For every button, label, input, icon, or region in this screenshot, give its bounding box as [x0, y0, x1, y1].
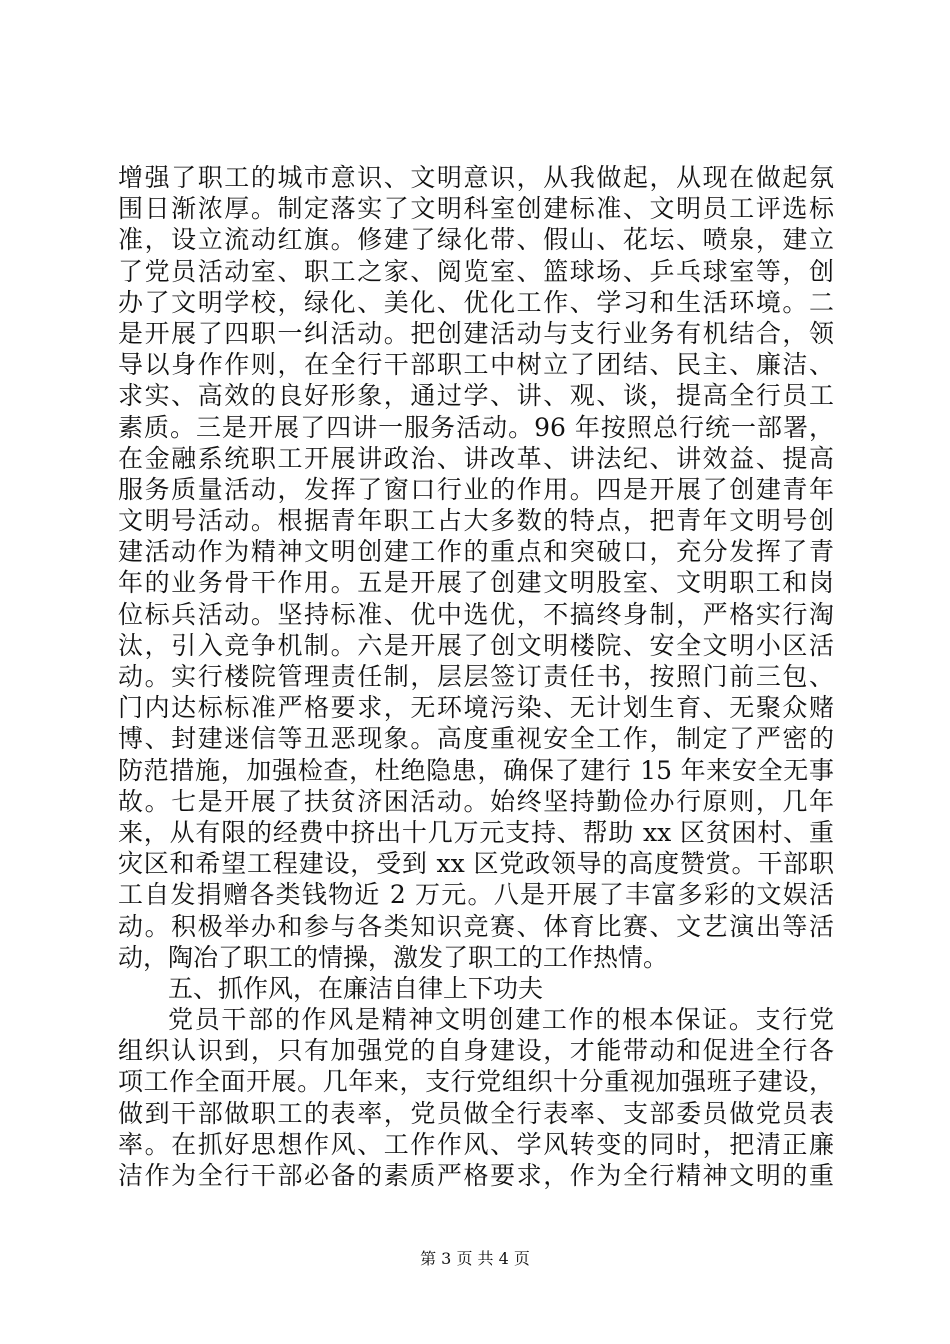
- text-line: 动。积极举办和参与各类知识竞赛、体育比赛、文艺演出等活: [118, 911, 834, 941]
- text-line: 增强了职工的城市意识、文明意识，从我做起，从现在做起氛: [118, 163, 834, 192]
- text-line: 门内达标标准严格要求，无环境污染、无计划生育、无聚众赌: [118, 693, 834, 723]
- text-line: 文明号活动。根据青年职工占大多数的特点，把青年文明号创: [118, 506, 834, 536]
- page-number-footer: 第 3 页 共 4 页: [420, 1249, 530, 1268]
- text-line: 导以身作作则，在全行干部职工中树立了团结、民主、廉洁、: [118, 350, 834, 380]
- paragraph-line: 组织认识到，只有加强党的自身建设，才能带动和促进全行各: [118, 1036, 834, 1066]
- text-line: 求实、高效的良好形象，通过学、讲、观、谈，提高全行员工: [118, 381, 834, 411]
- text-line: 素质。三是开展了四讲一服务活动。96 年按照总行统一部署，: [118, 412, 834, 442]
- text-line: 服务质量活动，发挥了窗口行业的作用。四是开展了创建青年: [118, 474, 834, 504]
- section-heading: 五、抓作风，在廉洁自律上下功夫: [168, 973, 544, 1003]
- text-line: 防范措施，加强检查，杜绝隐患，确保了建行 15 年来安全无事: [118, 755, 834, 785]
- paragraph-line: 率。在抓好思想作风、工作作风、学风转变的同时，把清正廉: [118, 1129, 834, 1159]
- text-line: 动。实行楼院管理责任制，层层签订责任书，按照门前三包、: [118, 662, 834, 691]
- text-line: 动，陶冶了职工的情操，激发了职工的工作热情。: [118, 942, 669, 972]
- document-body: [118, 162, 834, 1191]
- text-line: 位标兵活动。坚持标准、优中选优，不搞终身制，严格实行淘: [118, 599, 834, 629]
- text-line: 工自发捐赠各类钱物近 2 万元。八是开展了丰富多彩的文娱活: [118, 880, 834, 910]
- text-line: 年的业务骨干作用。五是开展了创建文明股室、文明职工和岗: [118, 568, 834, 598]
- text-line: 故。七是开展了扶贫济困活动。始终坚持勤俭办行原则，几年: [118, 786, 834, 816]
- text-line: 了党员活动室、职工之家、阅览室、篮球场、乒乓球室等，创: [118, 256, 834, 286]
- paragraph-line: 洁作为全行干部必备的素质严格要求，作为全行精神文明的重: [118, 1161, 834, 1190]
- text-line: 汰，引入竞争机制。六是开展了创文明楼院、安全文明小区活: [118, 630, 834, 660]
- text-line: 博、封建迷信等丑恶现象。高度重视安全工作，制定了严密的: [118, 724, 834, 754]
- text-line: 准，设立流动红旗。修建了绿化带、假山、花坛、喷泉，建立: [118, 225, 834, 255]
- text-line: 在金融系统职工开展讲政治、讲改革、讲法纪、讲效益、提高: [118, 443, 834, 473]
- paragraph-line: 做到干部做职工的表率，党员做全行表率、支部委员做党员表: [118, 1098, 834, 1128]
- text-line: 办了文明学校，绿化、美化、优化工作、学习和生活环境。二: [118, 287, 834, 317]
- text-line: 建活动作为精神文明创建工作的重点和突破口，充分发挥了青: [118, 537, 834, 567]
- text-line: 来，从有限的经费中挤出十几万元支持、帮助 xx 区贫困村、重: [118, 817, 834, 847]
- paragraph-line: 党员干部的作风是精神文明创建工作的根本保证。支行党: [168, 1005, 834, 1035]
- paragraph-line: 项工作全面开展。几年来，支行党组织十分重视加强班子建设，: [118, 1067, 834, 1097]
- text-line: 灾区和希望工程建设，受到 xx 区党政领导的高度赞赏。干部职: [118, 849, 834, 879]
- text-line: 围日渐浓厚。制定落实了文明科室创建标准、文明员工评选标: [118, 194, 834, 224]
- text-line: 是开展了四职一纠活动。把创建活动与支行业务有机结合，领: [118, 318, 834, 348]
